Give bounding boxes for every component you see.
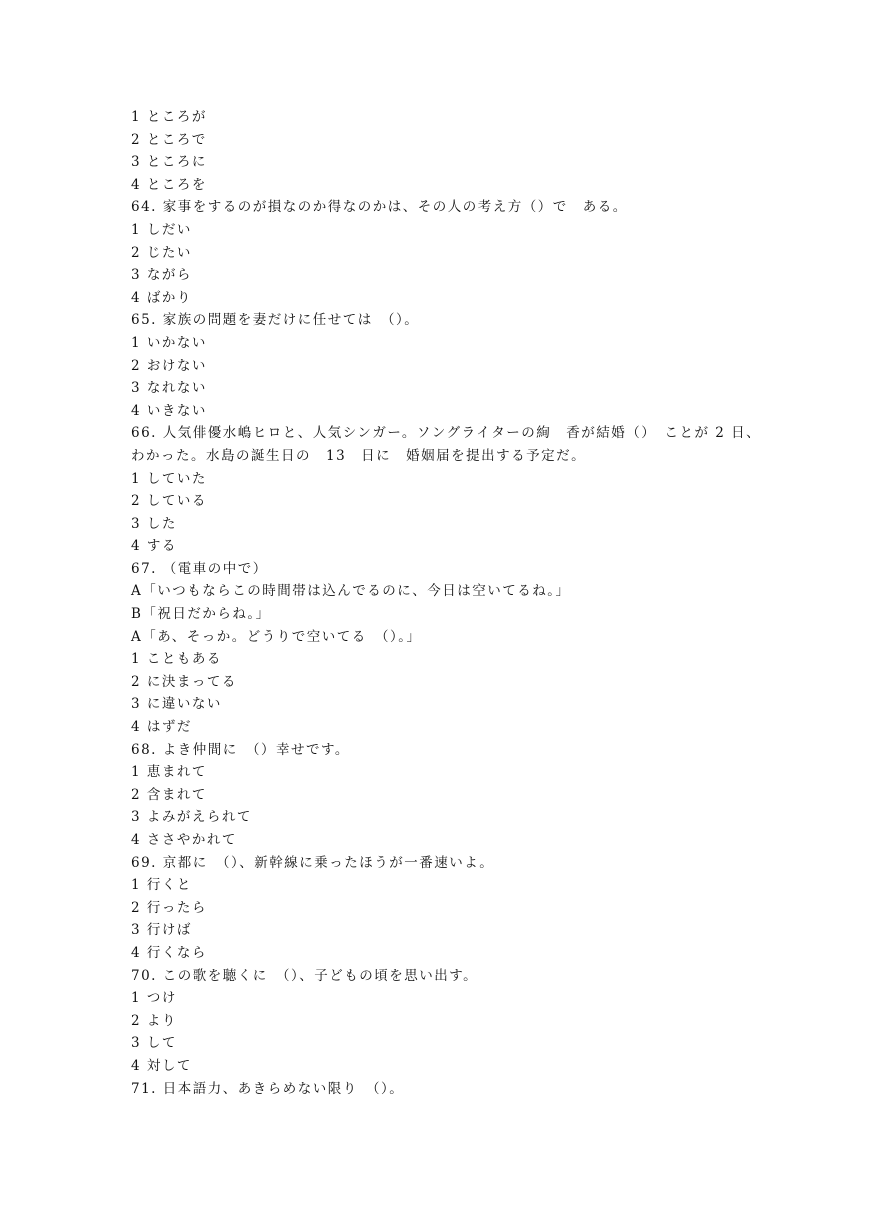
question-66: 66. 人気俳優水嶋ヒロと、人気シンガー。ソングライターの絢 香が結婚（） ことが 2 日、 (131, 425, 762, 442)
option-line: 2 じたい (131, 244, 192, 261)
dialogue-line: B「祝日だからね。」 (131, 606, 271, 623)
option-line: 2 に決まってる (131, 673, 237, 690)
option-line: 1 つけ (131, 990, 177, 1007)
option-line: 1 いかない (131, 334, 207, 351)
option-line: 1 ところが (131, 109, 207, 125)
question-71: 71. 日本語力、あきらめない限り （）。 (131, 1080, 405, 1097)
option-line: 2 している (131, 493, 207, 510)
question-69: 69. 京都に （）、新幹線に乗ったほうが一番速いよ。 (131, 854, 495, 871)
option-line: 2 行ったら (131, 899, 207, 916)
option-line: 3 なれない (131, 380, 207, 397)
question-70: 70. この歌を聴くに （）、子どもの頃を思い出す。 (131, 967, 479, 984)
question-67: 67. （電車の中で） (131, 560, 268, 577)
option-line: 4 いきない (131, 402, 207, 419)
option-line: 3 して (131, 1035, 177, 1052)
option-line: 4 行くなら (131, 944, 207, 961)
option-line: 4 ところを (131, 176, 207, 193)
option-line: 3 した (131, 515, 177, 532)
question-66-continued: わかった。水島の誕生日の 13 日に 婚姻届を提出する予定だ。 (131, 447, 587, 464)
document-body (131, 106, 771, 1100)
option-line: 1 していた (131, 470, 207, 487)
option-line: 2 含まれて (131, 786, 207, 803)
option-line: 2 より (131, 1012, 177, 1029)
question-65: 65. 家族の問題を妻だけに任せては （）。 (131, 312, 420, 329)
option-line: 2 おけない (131, 357, 207, 374)
option-line: 1 行くと (131, 877, 192, 894)
question-68: 68. よき仲間に （）幸せです。 (131, 741, 350, 758)
option-line: 3 に違いない (131, 696, 222, 713)
option-line: 4 ささやかれて (131, 832, 237, 848)
option-line: 4 はずだ (131, 719, 192, 736)
option-line: 1 こともある (131, 651, 222, 668)
option-line: 4 ばかり (131, 289, 192, 306)
option-line: 3 ところに (131, 154, 207, 171)
dialogue-line: A「いつもならこの時間帯は込んでるのに、今日は空いてるね。」 (131, 583, 571, 600)
question-64: 64. 家事をするのが損なのか得なのかは、その人の考え方（）で ある。 (131, 199, 628, 216)
option-line: 3 ながら (131, 267, 192, 284)
dialogue-line: A「あ、そっか。どうりで空いてる （）。」 (131, 628, 422, 645)
option-line: 1 恵まれて (131, 764, 207, 781)
option-line: 3 行けば (131, 922, 192, 939)
option-line: 4 する (131, 538, 177, 555)
option-line: 1 しだい (131, 221, 192, 238)
option-line: 4 対して (131, 1057, 192, 1074)
option-line: 2 ところで (131, 131, 207, 148)
option-line: 3 よみがえられて (131, 809, 252, 826)
